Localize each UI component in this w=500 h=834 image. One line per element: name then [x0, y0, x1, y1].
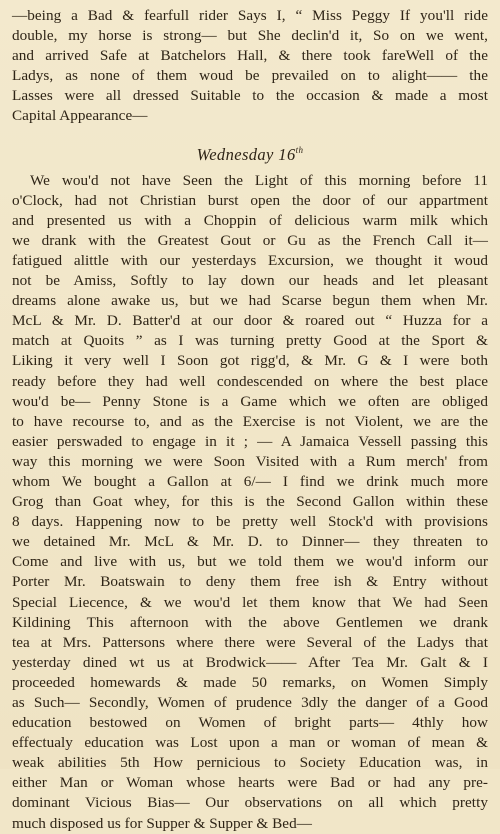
text-line: fatigued alittle with our yesterdays Excursion, we thought it woud	[12, 251, 488, 269]
text-line: way this morning we were Soon Visited with a Rum merch' from	[12, 452, 488, 470]
text-line: Kildining This afternoon with the above Gentlemen we drank	[12, 613, 488, 631]
heading-day: Wednesday 16	[196, 144, 296, 164]
text-line: education bestowed on Women of bright parts— 4thly how	[12, 714, 488, 732]
text-line: yesterday dined wt us at Brodwick—— After Tea Mr. Galt & I	[12, 653, 488, 671]
text-line: we drank with the Greatest Gout or Gu as the French Call it—	[12, 231, 488, 249]
heading-suffix: th	[295, 144, 304, 155]
text-line: Lasses were all dressed Suitable to the occasion & made a most	[12, 87, 488, 105]
text-line: match at Quoits ” as I was turning pretty Good at the Sport &	[12, 332, 488, 350]
text-line: easier perswaded to engage in it ; — A Jamaica Vessell passing this	[12, 432, 488, 450]
date-heading	[12, 139, 488, 164]
text-line: double, my horse is strong— but She declin'd it, So on we went,	[12, 27, 488, 45]
text-line: Capital Appearance—	[12, 107, 148, 125]
text-line: we detained Mr. McL & Mr. D. to Dinner— they threaten to	[12, 533, 488, 551]
paragraph-entry	[12, 171, 488, 834]
text-line: 8 days. Happening now to be pretty well Stock'd with provisions	[12, 513, 488, 531]
paragraph-continuation	[12, 6, 488, 127]
text-line: We wou'd not have Seen the Light of this morning before 11	[30, 171, 488, 189]
text-line: either Man or Woman whose hearts were Bad or had any pre-	[12, 774, 488, 792]
text-line: wou'd be— Penny Stone is a Game which we often are obliged	[12, 392, 488, 410]
text-line: Ladys, as none of them woud be prevailed on to alight—— the	[12, 67, 488, 85]
text-line: McL & Mr. D. Batter'd at our door & roared out “ Huzza for a	[12, 312, 488, 330]
text-line: ready before they had well condescended on where the best place	[12, 372, 488, 390]
text-line: Come and live with us, but we told them we wou'd inform our	[12, 553, 488, 571]
text-line: Special Liecence, & we wou'd let them know that We had Seen	[12, 593, 488, 611]
text-line: Porter Mr. Boatswain to deny them free ish & Entry without	[12, 573, 488, 591]
text-line: and arrived Safe at Batchelors Hall, & there took fareWell of the	[12, 47, 488, 65]
text-line: —being a Bad & fearfull rider Says I, “ Miss Peggy If you'll ride	[12, 7, 488, 24]
text-line: proceeded homewards & made 50 remarks, on Women Simply	[12, 673, 488, 691]
text-line: not be Amiss, Softly to lay down our heads and let pleasant	[12, 272, 488, 290]
text-line: to have recourse to, and as the Exercise is not Violent, we are the	[12, 412, 488, 430]
text-line: whom We bought a Gallon at 6/— I find we drink much more	[12, 472, 488, 490]
text-line: o'Clock, had not Christian burst open the door of our appartment	[12, 191, 488, 209]
text-line: effectualy education was Lost upon a man or woman of mean &	[12, 734, 488, 752]
text-line: Grog than Goat whey, for this is the Second Gallon within these	[12, 493, 488, 511]
text-line: Liking it very well I Soon got rigg'd, & Mr. G & I were both	[12, 352, 488, 370]
text-line: tea at Mrs. Pattersons where there were Several of the Ladys that	[12, 633, 488, 651]
text-line: as Such— Secondly, Women of prudence 3dly the danger of a Good	[12, 694, 488, 711]
text-line: dreams alone awake us, but we had Scarse begun them when Mr.	[12, 292, 488, 310]
text-line: weak abilities 5th How pernicious to Society Education was, in	[12, 754, 488, 772]
text-line: dominant Vicious Bias— Our observations on all which pretty	[12, 794, 488, 812]
text-line: much disposed us for Supper & Supper & Bed—	[12, 814, 312, 832]
text-line: and presented us with a Choppin of delicious warm milk which	[12, 211, 488, 229]
